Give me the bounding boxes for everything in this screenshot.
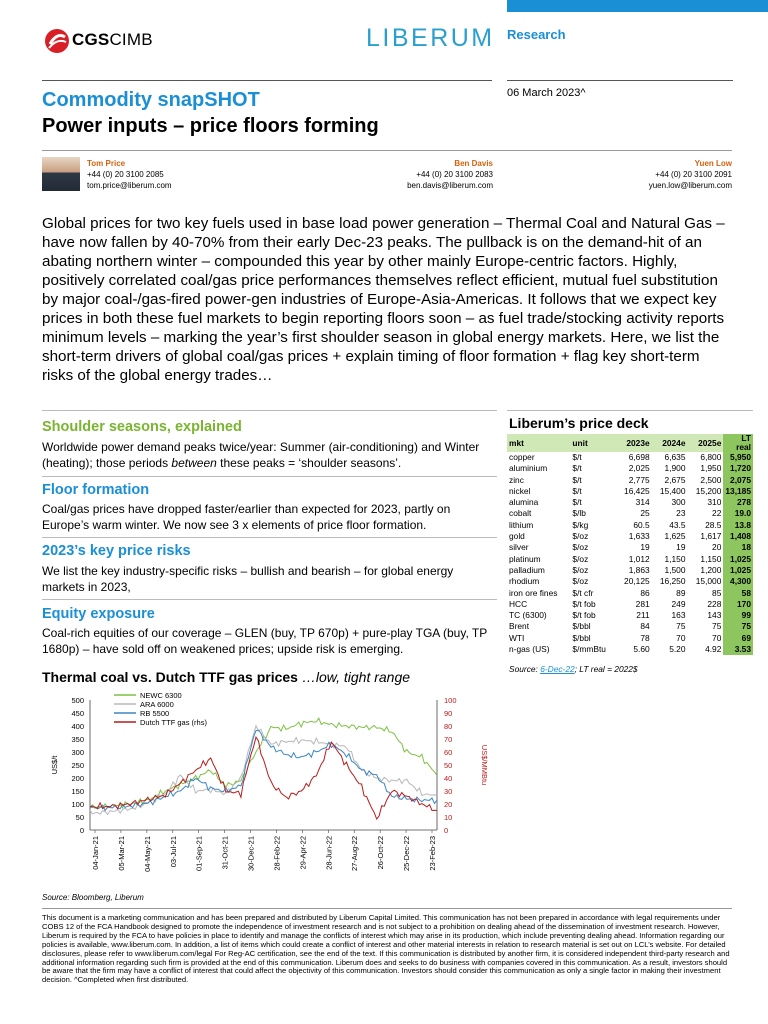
table-cell: 6,635 xyxy=(664,452,686,462)
table-cell: cobalt xyxy=(509,508,532,519)
author-ben-davis: Ben Davis +44 (0) 20 3100 2083 ben.davis@liberum.com xyxy=(385,158,493,191)
y-left-tick-label: 250 xyxy=(71,761,84,770)
section-heading: Floor formation xyxy=(42,482,150,498)
y-right-tick-label: 50 xyxy=(444,761,453,770)
table-row xyxy=(507,452,753,463)
table-cell: 6,800 xyxy=(700,452,722,462)
author-email-link[interactable]: ben.davis@liberum.com xyxy=(407,181,493,190)
y-right-tick-label: 70 xyxy=(444,735,453,744)
column-header: 2024e xyxy=(652,434,688,452)
table-cell: 300 xyxy=(671,497,686,508)
table-cell: n-gas (US) xyxy=(509,644,550,655)
table-cell: 86 xyxy=(640,587,650,598)
table-cell: silver xyxy=(509,542,529,553)
y-left-tick-label: 150 xyxy=(71,787,84,796)
table-cell: 22 xyxy=(712,508,722,519)
title-divider-left xyxy=(42,80,492,81)
x-tick-label: 01-Sep-21 xyxy=(194,836,204,872)
table-cell: 4.92 xyxy=(705,644,722,655)
series-line-rb-5500 xyxy=(90,730,437,810)
table-cell: 15,200 xyxy=(695,485,722,496)
table-row xyxy=(507,531,753,542)
table-cell: 1,012 xyxy=(628,553,650,564)
x-tick-label: 04-Jan-21 xyxy=(91,836,100,870)
table-cell: 75 xyxy=(676,621,686,632)
table-cell: $/oz xyxy=(572,576,589,587)
table-cell: 1,950 xyxy=(700,463,722,474)
table-cell: 228 xyxy=(707,598,722,609)
price-deck-table xyxy=(507,434,753,655)
source-date-link[interactable]: 6-Dec-22 xyxy=(540,664,575,674)
y-left-tick-label: 400 xyxy=(71,722,84,731)
table-row xyxy=(507,520,753,531)
x-tick-label: 28-Jun-22 xyxy=(324,836,334,870)
legend-label: Dutch TTF gas (rhs) xyxy=(140,718,207,727)
table-cell: 16,250 xyxy=(659,576,686,587)
table-cell: 2,025 xyxy=(628,463,650,474)
cgs-brand: CGSCIMB xyxy=(72,30,153,49)
x-tick-label: 27-Aug-22 xyxy=(350,836,360,872)
table-cell: $/t xyxy=(572,474,582,485)
chart-source: Source: Bloomberg, Liberum xyxy=(42,893,144,902)
x-tick-label: 05-Mar-21 xyxy=(116,836,126,871)
y-right-tick-label: 20 xyxy=(444,800,453,809)
table-cell: 170 xyxy=(723,599,753,610)
table-cell: 28.5 xyxy=(705,519,722,530)
x-tick-label: 23-Feb-23 xyxy=(428,836,437,871)
table-cell: $/t xyxy=(572,485,582,496)
x-tick-label: 28-Feb-22 xyxy=(272,836,282,871)
table-row xyxy=(507,463,753,474)
column-header: 2025e xyxy=(688,434,724,452)
price-chart xyxy=(42,688,497,883)
author-photo xyxy=(42,157,80,191)
y-right-tick-label: 60 xyxy=(444,748,453,757)
deck-divider xyxy=(507,410,753,411)
table-cell: 1,025 xyxy=(723,565,753,576)
table-cell: palladium xyxy=(509,564,545,575)
table-cell: $/bbl xyxy=(572,621,591,632)
section-divider xyxy=(42,410,497,411)
table-cell: 19.0 xyxy=(723,508,753,519)
table-cell: 20 xyxy=(712,542,722,553)
table-cell: 1,200 xyxy=(700,564,722,575)
table-row xyxy=(507,633,753,644)
research-label: Research xyxy=(507,27,566,42)
table-cell: $/t fob xyxy=(572,610,596,621)
table-cell: 75 xyxy=(723,621,753,632)
column-header: LT real xyxy=(723,434,753,452)
table-cell: $/mmBtu xyxy=(572,644,606,655)
table-cell: 278 xyxy=(723,497,753,508)
section-text: Coal/gas prices have dropped faster/earlier than expected for 2023, partly on Europe’s warm winter. We now see 3 x elements of price floor formation. xyxy=(42,502,451,532)
y-left-tick-label: 300 xyxy=(71,748,84,757)
section-heading: Shoulder seasons, explained xyxy=(42,419,242,435)
publish-date: 06 March 2023^ xyxy=(507,87,586,99)
table-cell: 16,425 xyxy=(624,485,650,496)
table-cell: 43.5 xyxy=(669,519,686,530)
table-cell: aluminium xyxy=(509,463,548,474)
table-cell: 78 xyxy=(640,632,650,643)
table-cell: $/lb xyxy=(572,508,586,519)
table-row xyxy=(507,610,753,621)
series-title: Commodity snapSHOT xyxy=(42,89,260,111)
table-cell: 2,675 xyxy=(664,474,686,485)
table-cell: 211 xyxy=(636,610,650,621)
author-email-link[interactable]: yuen.low@liberum.com xyxy=(648,181,732,190)
table-cell: 85 xyxy=(712,587,722,598)
table-cell: 143 xyxy=(707,610,722,621)
table-cell: 163 xyxy=(671,610,686,621)
table-cell: 60.5 xyxy=(633,519,650,530)
table-cell: zinc xyxy=(509,474,524,485)
table-row xyxy=(507,599,753,610)
table-cell: 23 xyxy=(676,508,686,519)
table-cell: 20,125 xyxy=(624,576,650,587)
table-cell: 1,617 xyxy=(700,531,722,542)
table-cell: 5.60 xyxy=(633,644,650,655)
table-cell: 19 xyxy=(640,542,650,553)
liberum-logo: LIBERUM xyxy=(366,24,495,52)
table-header-row xyxy=(507,434,753,452)
table-cell: $/kg xyxy=(572,519,589,530)
legend-label: NEWC 6300 xyxy=(140,691,182,700)
intro-paragraph: Global prices for two key fuels used in base load power generation – Thermal Coal and Natural Gas – have now fallen by 40-70% from their early Dec-23 peaks. The pullback is on the demand-hit of an abating northern winter – compounded this year by other mainly Europe-centric factors. Highly, positively correlated coal/gas price performances themselves reflect efficient, mutual fuel substitution by major coal-/gas-fired power-gen industries of Europe-Asia-Americas. It follows that we expect key prices in both these fuel markets to begin reporting floors soon – as fuel trade/stocking activity reports minimum levels – marking the year’s first shoulder season in global energy markets. Here, we list the short-term drivers of global coal/gas prices + explain timing of floor formation + flag key short-term risks of the global energy trades… xyxy=(42,215,725,384)
chart-bottom-divider xyxy=(42,908,732,909)
table-cell: 1,025 xyxy=(723,554,753,565)
y-left-axis-label: US$/t xyxy=(50,755,59,775)
table-cell: 58 xyxy=(723,588,753,599)
column-header: mkt xyxy=(507,434,570,452)
table-cell: 1,863 xyxy=(628,564,650,575)
table-cell: 89 xyxy=(676,587,686,598)
y-left-tick-label: 500 xyxy=(71,696,84,705)
table-cell: 99 xyxy=(723,610,753,621)
table-row xyxy=(507,576,753,587)
table-cell: 70 xyxy=(676,632,686,643)
table-cell: $/t xyxy=(572,497,582,508)
table-cell: 1,633 xyxy=(628,531,650,542)
author-yuen-low: Yuen Low +44 (0) 20 3100 2091 yuen.low@liberum.com xyxy=(620,158,732,191)
section-text: Worldwide power demand peaks twice/year: Summer (air-conditioning) and Winter (heating); those periods between these peaks = ‘shoulder seasons’. xyxy=(42,440,480,470)
price-deck-title: Liberum’s price deck xyxy=(509,415,649,431)
table-row xyxy=(507,542,753,553)
table-cell: $/t cfr xyxy=(572,587,594,598)
table-cell: 5,950 xyxy=(723,452,753,463)
legend-label: ARA 6000 xyxy=(140,700,174,709)
table-cell: $/t xyxy=(572,463,582,474)
x-tick-label: 30-Dec-21 xyxy=(246,836,256,872)
table-cell: $/oz xyxy=(572,564,589,575)
y-right-tick-label: 100 xyxy=(444,696,457,705)
table-cell: $/oz xyxy=(572,542,589,553)
table-cell: 6,698 xyxy=(628,452,650,462)
table-cell: Brent xyxy=(509,621,530,632)
y-left-tick-label: 200 xyxy=(71,774,84,783)
cgs-logo-icon xyxy=(44,28,70,54)
table-cell: 4,300 xyxy=(723,576,753,587)
table-cell: 25 xyxy=(640,508,650,519)
table-cell: 249 xyxy=(671,598,686,609)
table-cell: $/t fob xyxy=(572,598,596,609)
table-cell: copper xyxy=(509,452,535,462)
y-right-tick-label: 40 xyxy=(444,774,453,783)
price-deck-source: Source: 6-Dec-22; LT real = 2022$ xyxy=(509,664,638,674)
table-cell: 1,150 xyxy=(664,553,686,564)
table-cell: 314 xyxy=(635,497,650,508)
chart-title: Thermal coal vs. Dutch TTF gas prices …low, tight range xyxy=(42,669,411,685)
table-row xyxy=(507,588,753,599)
table-cell: gold xyxy=(509,531,525,542)
table-cell: 1,900 xyxy=(664,463,686,474)
section-heading: Equity exposure xyxy=(42,606,155,622)
y-right-tick-label: 10 xyxy=(444,813,453,822)
table-cell: 2,500 xyxy=(700,474,722,485)
x-tick-label: 29-Apr-22 xyxy=(298,836,308,870)
table-cell: 1,625 xyxy=(664,531,686,542)
table-cell: TC (6300) xyxy=(509,610,547,621)
table-cell: iron ore fines xyxy=(509,587,558,598)
section-divider xyxy=(42,537,497,538)
title-divider-right xyxy=(507,80,733,81)
table-cell: 19 xyxy=(676,542,686,553)
column-header: unit xyxy=(570,434,615,452)
table-cell: 18 xyxy=(723,542,753,553)
disclaimer-text: This document is a marketing communication and has been prepared and distributed by Liberum Capital Limited. This communication has not been prepared in accordance with legal requirements under COBS 12 of the FCA Handbook designed to promote the independence of investment research and is not subject to a prohibition on dealing ahead of the dissemination of investment research. However, Liberum is required by the FCA to have policies in place to identify and manage the conflicts of interest which may arise in its production, which include preventing dealing ahead. Information regarding our policies is available, www.liberum.com. In addition, a list of items which could create a conflict of interest and other material interests in relation to research material is set out on LCL’s website. For detailed disclosures, please refer to www.liberum.com/legal For Reg-AC certification, see the end of the text. If this communication is distributed by another firm, it is considered independent third-party research and additional information regarding such firm is provided at the end of this communication. Liberum does and seeks to do business with companies covered in this communication. As a result, investors should be aware that the firm may have a conflict of interest that could affect the objectivity of this communication. Investors should consider this communication as only a single factor in making their investment decision. ^Completed when first distributed. xyxy=(42,913,730,985)
table-cell: $/bbl xyxy=(572,632,591,643)
table-cell: 1,500 xyxy=(664,564,686,575)
y-right-axis-label: US$/MMBtu xyxy=(480,744,489,786)
x-tick-label: 04-May-21 xyxy=(142,836,152,872)
table-cell: 310 xyxy=(707,497,722,508)
y-left-tick-label: 350 xyxy=(71,735,84,744)
y-right-tick-label: 80 xyxy=(444,722,453,731)
table-cell: 84 xyxy=(640,621,650,632)
table-cell: 2,075 xyxy=(723,475,753,486)
table-cell: 75 xyxy=(712,621,722,632)
table-cell: $/oz xyxy=(572,553,589,564)
table-cell: 1,408 xyxy=(723,531,753,542)
table-cell: 1,720 xyxy=(723,463,753,474)
section-divider xyxy=(42,599,497,600)
table-cell: $/t xyxy=(572,452,582,462)
table-cell: WTI xyxy=(509,632,525,643)
legend-label: RB 5500 xyxy=(140,709,170,718)
column-header: 2023e xyxy=(616,434,652,452)
table-cell: HCC xyxy=(509,598,528,609)
research-bar xyxy=(507,0,768,12)
y-left-tick-label: 50 xyxy=(75,813,84,822)
page-title: Power inputs – price floors forming xyxy=(42,115,379,137)
y-right-tick-label: 90 xyxy=(444,709,453,718)
author-tom-price: Tom Price +44 (0) 20 3100 2085 tom.price@liberum.com xyxy=(87,159,172,190)
section-text: We list the key industry-specific risks – bullish and bearish – for global energy markets in 2023, xyxy=(42,564,454,594)
x-tick-label: 31-Oct-21 xyxy=(220,836,230,870)
table-cell: 70 xyxy=(712,632,722,643)
table-row xyxy=(507,644,753,655)
table-cell: alumina xyxy=(509,497,539,508)
table-cell: 13,185 xyxy=(725,485,751,496)
author-divider xyxy=(42,150,732,151)
table-cell: 1,150 xyxy=(700,553,722,564)
section-text: Coal-rich equities of our coverage – GLEN (buy, TP 670p) + pure-play TGA (buy, TP 1680p) – have sold off on weakened prices; upside risk is emerging. xyxy=(42,626,488,656)
table-row xyxy=(507,486,753,497)
table-cell: 69 xyxy=(723,633,753,644)
table-cell: 5.20 xyxy=(669,644,686,655)
author-email-link[interactable]: tom.price@liberum.com xyxy=(87,181,172,190)
table-row xyxy=(507,554,753,565)
table-row xyxy=(507,621,753,632)
table-cell: nickel xyxy=(509,485,531,496)
table-cell: 13.8 xyxy=(723,520,753,531)
table-cell: lithium xyxy=(509,519,534,530)
x-tick-label: 03-Jul-21 xyxy=(168,836,178,868)
table-cell: rhodium xyxy=(509,576,540,587)
y-left-tick-label: 100 xyxy=(71,800,84,809)
y-left-tick-label: 0 xyxy=(79,826,84,835)
table-cell: 15,000 xyxy=(695,576,722,587)
table-cell: 15,400 xyxy=(659,485,686,496)
section-divider xyxy=(42,476,497,477)
table-row xyxy=(507,475,753,486)
table-row xyxy=(507,497,753,508)
section-heading: 2023’s key price risks xyxy=(42,543,191,559)
table-row xyxy=(507,508,753,519)
series-line-newc-6300 xyxy=(90,718,437,808)
y-right-tick-label: 0 xyxy=(444,826,449,835)
table-cell: 2,775 xyxy=(628,474,650,485)
x-tick-label: 26-Oct-22 xyxy=(376,836,386,870)
y-right-tick-label: 30 xyxy=(444,787,453,796)
y-left-tick-label: 450 xyxy=(71,709,84,718)
table-cell: 3.53 xyxy=(723,644,753,655)
x-tick-label: 25-Dec-22 xyxy=(402,836,412,872)
table-row xyxy=(507,565,753,576)
table-cell: 281 xyxy=(635,598,650,609)
table-cell: platinum xyxy=(509,553,541,564)
table-cell: $/oz xyxy=(572,531,589,542)
